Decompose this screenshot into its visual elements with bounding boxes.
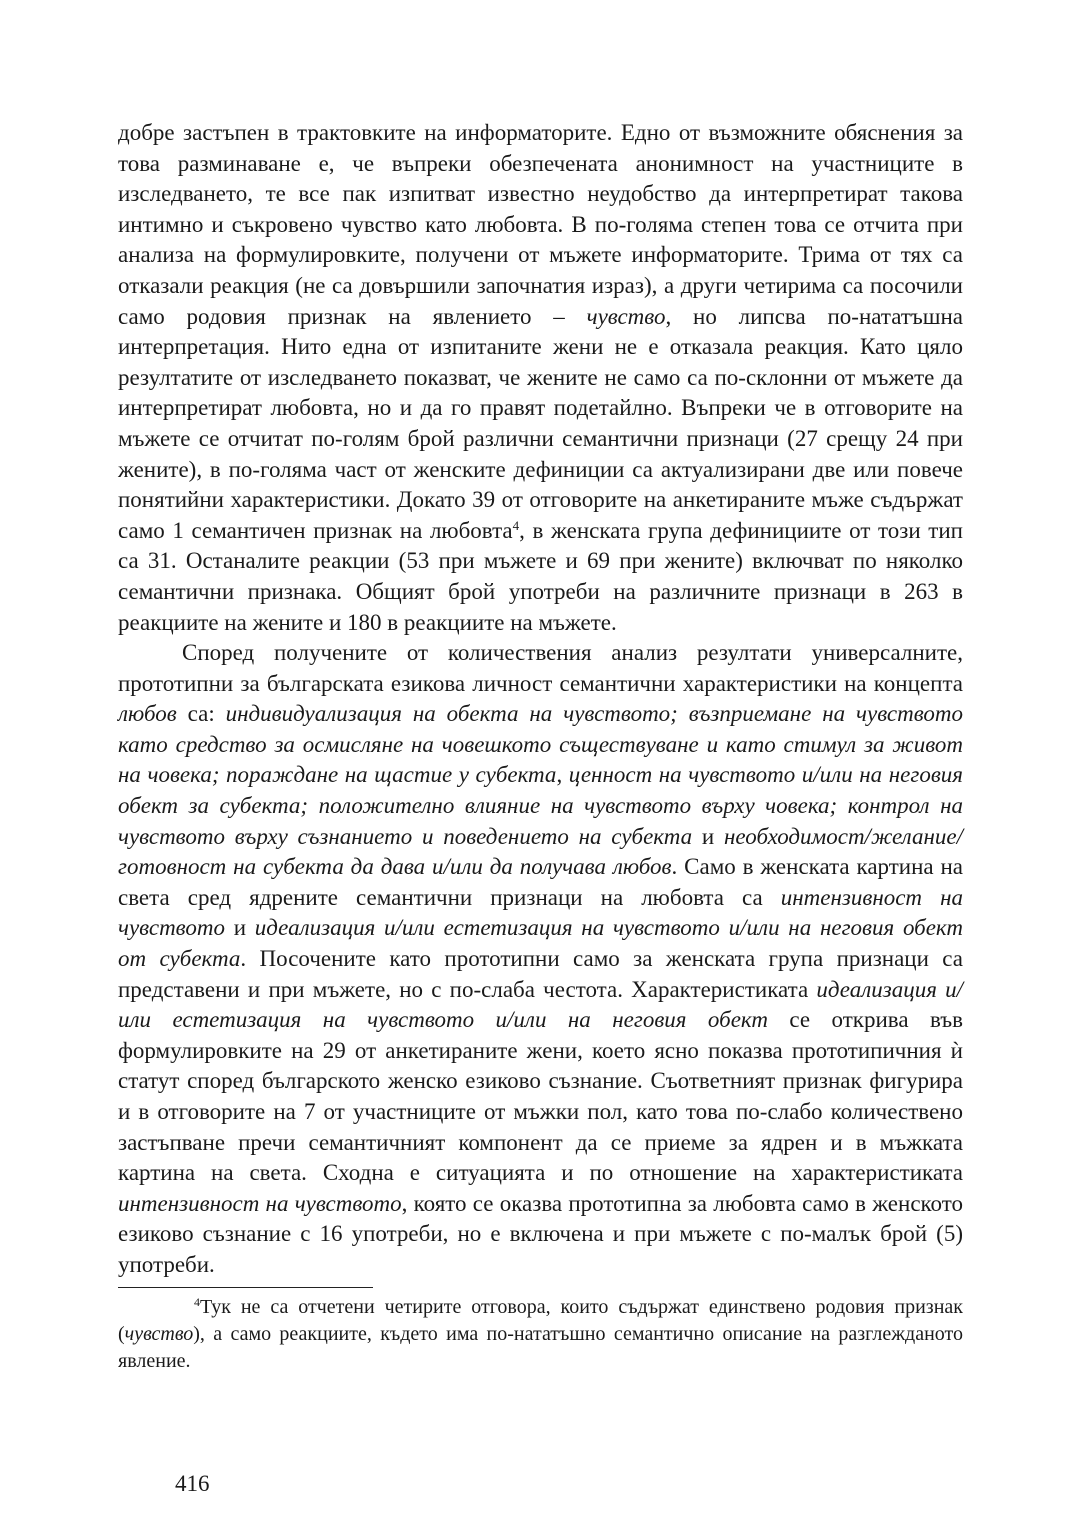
text-run: и — [692, 823, 724, 849]
italic-term: чувство — [124, 1322, 194, 1345]
italic-term: чувство — [586, 303, 666, 329]
page-content — [118, 118, 963, 1375]
text-run: Тук не са отчетени четирите отговора, които съдържат единствено родовия признак ( — [118, 1295, 963, 1345]
body-paragraph-1 — [118, 118, 963, 638]
text-run: , която се оказва прототипна за любовта само в женското езиково съзнание с 16 употреби, но е включена и при мъжете с по-малък брой (5) употреби. — [118, 1190, 963, 1277]
text-run: , в женската група дефинициите от този тип са 31. Останалите реакции (53 при мъжете и 69 при жените) включват по няколко семантични признака. Общият брой употреби на различните признаци в 263 в реакциите на жените и 180 в реакциите на мъжете. — [118, 517, 963, 635]
italic-term: идеализация и/или естетизация на чувството и/или на неговия обект — [118, 976, 964, 1033]
text-run: , но липсва по-нататъшна интерпретация. Нито една от изпитаните жени не е отказала реакция. Като цяло резултатите от изследването показват, че жените не само са по-склонни от мъжете да интерпретират любовта, но и да го правят подетайлно. Въпреки че в отговорите на мъжете се отчитат по-голям брой различни семантични признаци (27 срещу 24 при жените), в по-голяма част от женските дефиниции са актуализирани две или повече понятийни характеристики. Докато 39 от отговорите на анкетираните мъже съдържат само 1 семантичен признак на любовта — [118, 303, 963, 543]
text-run: . Посочените като прототипни само за женската група признаци са представени и при мъжете, но с по-слаба честота. Характеристиката — [118, 946, 963, 1002]
italic-term: необходимост/желание/готовност на субекта да дава и/или да получава любов — [118, 823, 963, 880]
text-run: ), а само реакциите, където има по-нататъшно семантично описание на разглежданото явление. — [118, 1322, 963, 1372]
text-run: , — [556, 762, 569, 788]
italic-term: любов — [118, 701, 177, 727]
page-number: 416 — [175, 1471, 210, 1496]
text-run: са: — [176, 701, 226, 727]
italic-term: ценност на чувството и/или на неговия обект за субекта; положително влияние на чувството върху човека; контрол на чувството върху съзнанието и поведението на субекта — [118, 762, 964, 849]
italic-term: интензивност на чувството — [118, 884, 964, 941]
footnote-number: 4 — [194, 1294, 200, 1309]
footnote — [118, 1294, 963, 1375]
italic-term: интензивност на чувството — [118, 1190, 402, 1216]
text-run: добре застъпен в трактовките на информаторите. Едно от възможните обяснения за това разминаване е, че въпреки обезпечената анонимност на участниците в изследването, те все пак изпитват известно неудобство да интерпретират такова интимно и съкровено чувство като любовта. В по-голяма степен това се отчита при анализа на формулировките, получени от мъжете информаторите. Трима от тях са отказали реакция (не са довършили започнатия израз), а други четирима са посочили само родовия признак на явлението – — [118, 120, 963, 329]
body-paragraph-2 — [118, 638, 963, 1280]
text-run: Според получените от количествения анализ резултати универсалните, прототипни за българската езикова личност семантични характеристики на концепта — [118, 640, 963, 696]
text-run: и — [224, 915, 255, 941]
italic-term: идеализация и/или естетизация на чувството и/или на неговия обект от субекта — [118, 915, 963, 972]
text-run: . Само в женската картина на света сред ядрените семантични признаци на любовта са — [118, 854, 963, 910]
footnote-separator — [118, 1287, 373, 1288]
italic-term: индивидуализация на обекта на чувството; възприемане на чувството като средство за осмисляне на човешкото съществуване и като стимул за живот на човека; пораждане на щастие у субекта — [118, 701, 964, 788]
footnote-reference: 4 — [512, 517, 520, 533]
text-run: се открива във формулировките на 29 от анкетираните жени, което ясно показва прототипичния ѝ статут според българското женско езиково съзнание. Съответният признак фигурира и в отговорите на 7 от участниците от мъжки пол, като това по-слабо количествено застъпване пречи семантичният компонент да се приеме за ядрен и в мъжката картина на света. Сходна е ситуацията и по отношение на характеристиката — [118, 1007, 963, 1186]
